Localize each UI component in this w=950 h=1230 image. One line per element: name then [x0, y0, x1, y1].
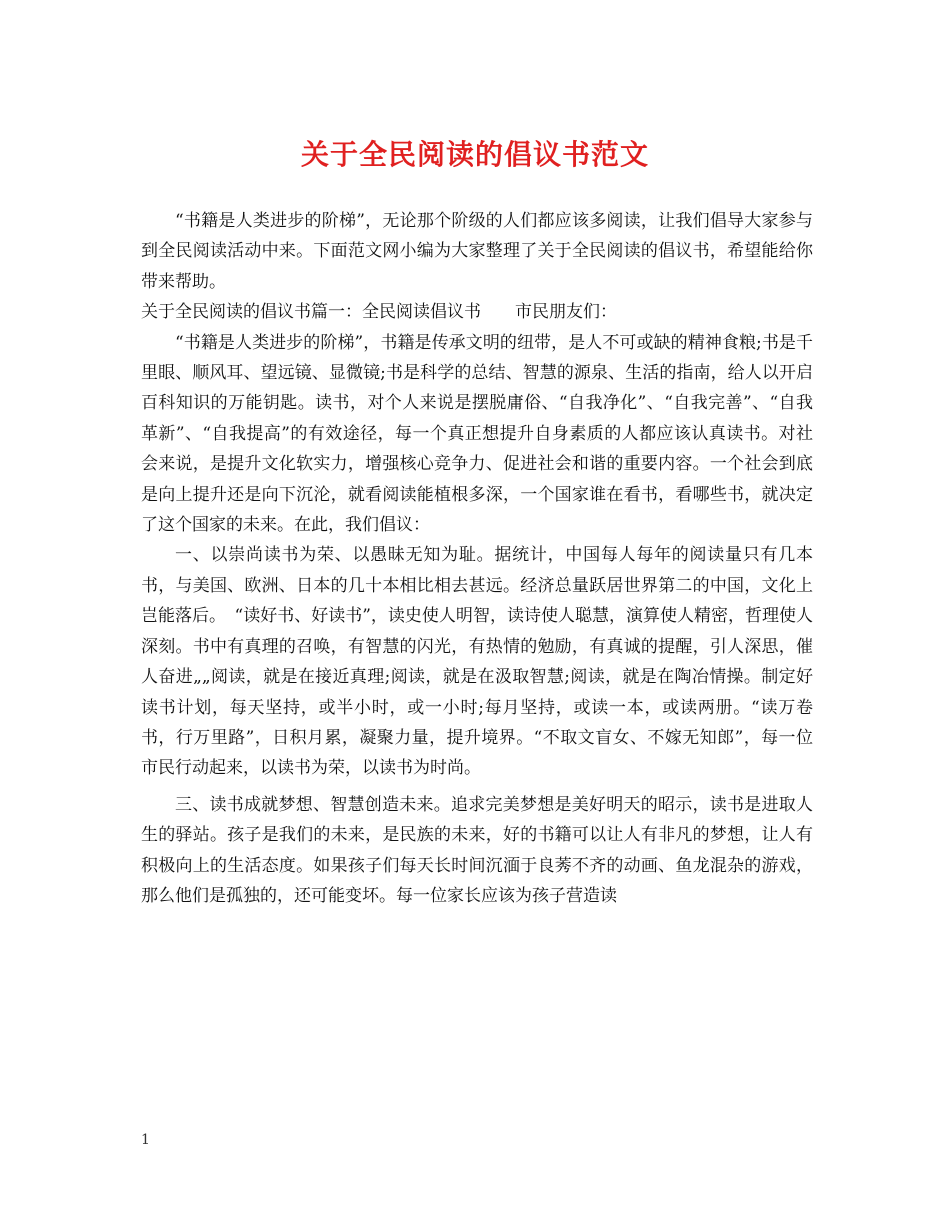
body-paragraph: “书籍是人类进步的阶梯”，书籍是传承文明的纽带，是人不可或缺的精神食粮;书是千里眼、顺风耳、望远镜、显微镜;书是科学的总结、智慧的源泉、生活的指南，给人以开启百科知识的万能钥匙。读书，对个人来说是摆脱庸俗、“自我净化”、“自我完善”、“自我革新”、“自我提高”的有效途径，每一个真正想提升自身素质的人都应该认真读书。对社会来说，是提升文化软实力，增强核心竞争力、促进社会和谐的重要内容。一个社会到底是向上提升还是向下沉沦，就看阅读能植根多深，一个国家谁在看书，看哪些书，就决定了这个国家的未来。在此，我们倡议：	[141, 332, 813, 536]
section-heading: 关于全民阅读的倡议书篇一：全民阅读倡议书 市民朋友们：	[141, 302, 617, 323]
body-paragraph: 三、读书成就梦想、智慧创造未来。追求完美梦想是美好明天的昭示，读书是进取人生的驿站。孩子是我们的未来，是民族的未来，好的书籍可以让人有非凡的梦想，让人有积极向上的生活态度。如果孩子们每天长时间沉湎于良莠不齐的动画、鱼龙混杂的游戏，那么他们是孤独的，还可能变坏。每一位家长应该为孩子营造读	[141, 794, 813, 906]
intro-paragraph: “书籍是人类进步的阶梯”，无论那个阶级的人们都应该多阅读，让我们倡导大家参与到全民阅读活动中来。下面范文网小编为大家整理了关于全民阅读的倡议书，希望能给你带来帮助。	[141, 211, 813, 292]
page-number: 1	[141, 1132, 150, 1148]
body-paragraph: 一、以崇尚读书为荣、以愚昧无知为耻。据统计，中国每人每年的阅读量只有几本书，与美国、欧洲、日本的几十本相比相去甚远。经济总量跃居世界第二的中国，文化上岂能落后。 “读好书、好读书”，读史使人明智，读诗使人聪慧，演算使人精密，哲理使人深刻。书中有真理的召唤，有智慧的闪光，有热情的勉励，有真诚的提醒，引人深思，催人奋进„„阅读，就是在接近真理;阅读，就是在汲取智慧;阅读，就是在陶冶情操。制定好读书计划，每天坚持，或半小时，或一小时;每月坚持，或读一本，或读两册。“读万卷书，行万里路”，日积月累，凝聚力量，提升境界。“不取文盲女、不嫁无知郎”，每一位市民行动起来，以读书为荣，以读书为时尚。	[141, 545, 813, 779]
document-title: 关于全民阅读的倡议书范文	[300, 138, 649, 171]
document-body	[141, 206, 813, 911]
